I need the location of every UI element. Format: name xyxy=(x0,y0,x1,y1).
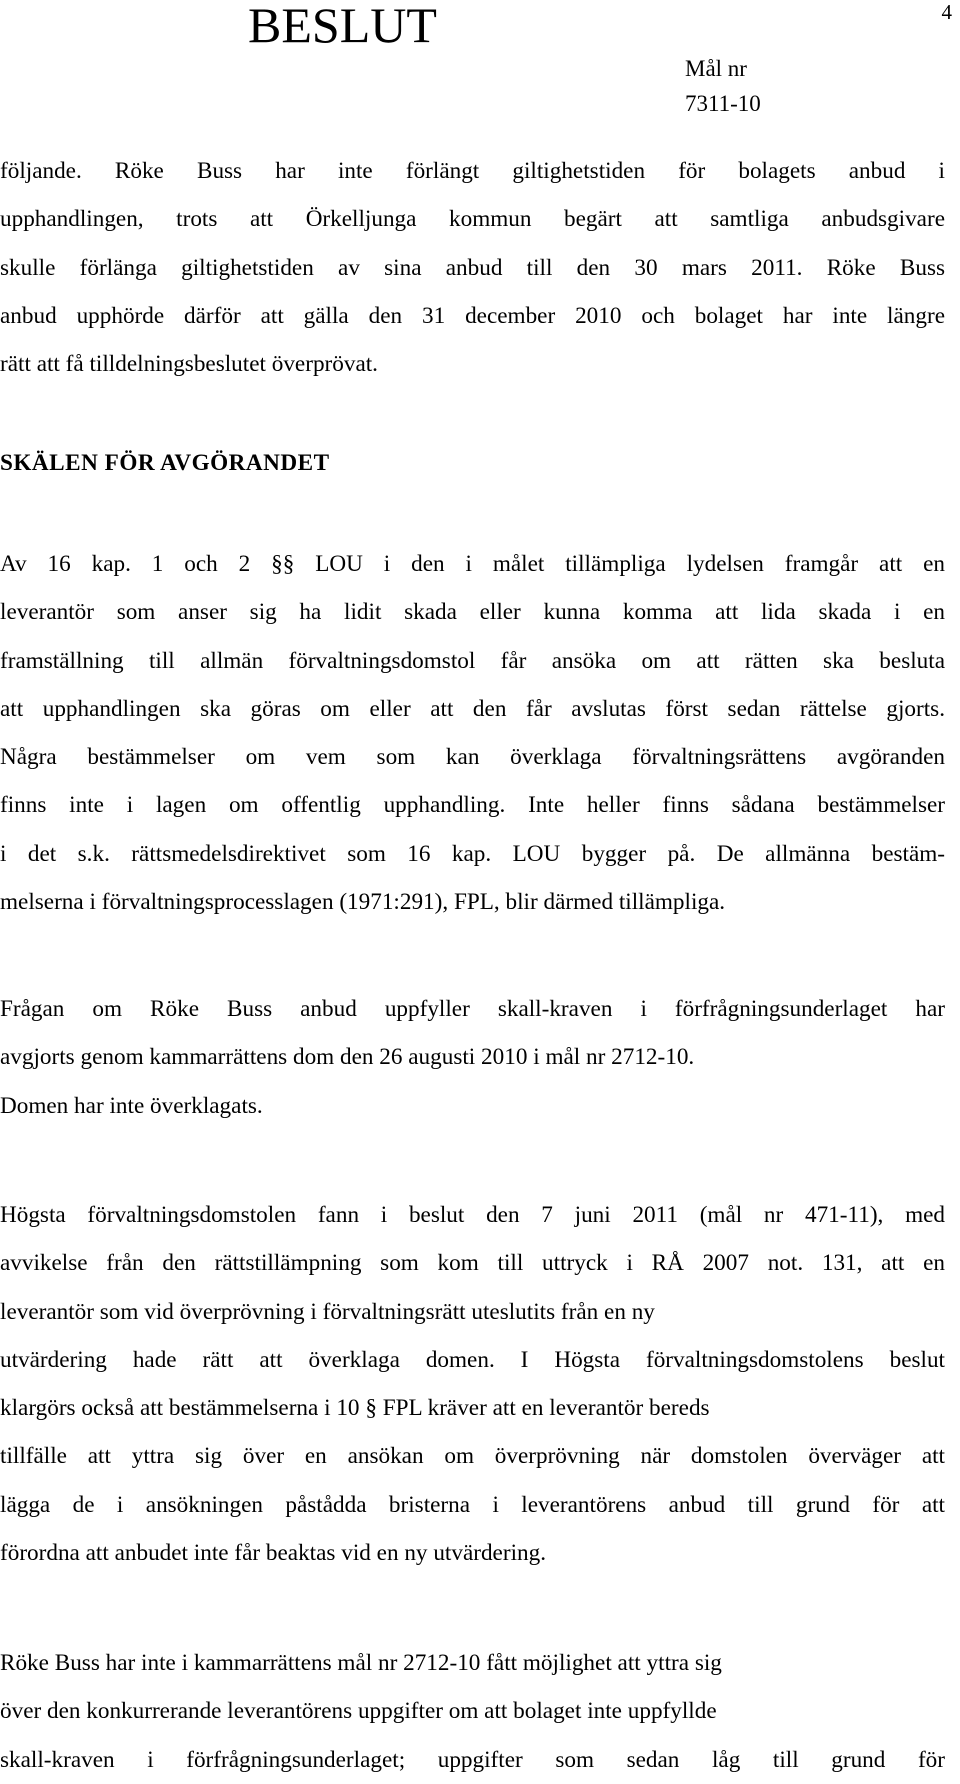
text-line: Röke Buss har inte i kammarrättens mål nr 2712-10 fått möjlighet att yttra sig xyxy=(0,1650,722,1676)
text-line: rätt att få tilldelningsbeslutet överprövat. xyxy=(0,351,378,378)
text-line: i det s.k. rättsmedelsdirektivet som 16 kap. LOU bygger på. De allmänna bestäm- xyxy=(0,840,945,867)
text-line: finns inte i lagen om offentlig upphandling. Inte heller finns sådana bestämmelser xyxy=(0,792,945,819)
text-line: avgjorts genom kammarrättens dom den 26 augusti 2010 i mål nr 2712-10. xyxy=(0,1044,695,1071)
text-line: leverantör som anser sig ha lidit skada eller kunna komma att lida skada i en xyxy=(0,599,945,626)
paragraph-continuation xyxy=(0,147,945,388)
text-line: Domen har inte överklagats. xyxy=(0,1092,263,1119)
text-line: skall-kraven i förfrågningsunderlaget; uppgifter som sedan låg till grund för xyxy=(0,1746,945,1773)
text-line: att upphandlingen ska göras om eller att den får avslutas först sedan rättelse gjorts. xyxy=(0,695,945,722)
paragraph-legal-basis xyxy=(0,540,945,926)
text-line: lägga de i ansökningen påstådda bristerna i leverantörens anbud till grund för att xyxy=(0,1491,945,1518)
section-heading: SKÄLEN FÖR AVGÖRANDET xyxy=(0,450,330,476)
text-line: Några bestämmelser om vem som kan överklaga förvaltningsrättens avgöranden xyxy=(0,744,945,771)
text-line: framställning till allmän förvaltningsdomstol får ansöka om att rätten ska besluta xyxy=(0,647,945,674)
text-line: över den konkurrerande leverantörens uppgifter om att bolaget inte uppfyllde xyxy=(0,1698,717,1725)
page-number: 4 xyxy=(941,0,952,24)
paragraph-conclusion xyxy=(0,1639,945,1784)
text-line: Högsta förvaltningsdomstolen fann i beslut den 7 juni 2011 (mål nr 471-11), med xyxy=(0,1202,945,1228)
text-line: Frågan om Röke Buss anbud uppfyller skall-kraven i förfrågningsunderlaget har xyxy=(0,996,945,1022)
paragraph-supreme-court xyxy=(0,1191,945,1577)
text-line: skulle förlänga giltighetstiden av sina anbud till den 30 mars 2011. Röke Buss xyxy=(0,254,945,281)
text-line: leverantör som vid överprövning i förvaltningsrätt uteslutits från en ny xyxy=(0,1298,655,1325)
text-line: utvärdering hade rätt att överklaga domen. I Högsta förvaltningsdomstolens beslut xyxy=(0,1346,945,1373)
text-line: anbud upphörde därför att gälla den 31 december 2010 och bolaget har inte längre xyxy=(0,302,945,329)
text-line: förordna att anbudet inte får beaktas vid en ny utvärdering. xyxy=(0,1540,546,1567)
paragraph-prior-judgment xyxy=(0,985,945,1130)
text-line: Av 16 kap. 1 och 2 §§ LOU i den i målet tillämpliga lydelsen framgår att en xyxy=(0,551,945,577)
text-line: följande. Röke Buss har inte förlängt giltighetstiden för bolagets anbud i xyxy=(0,158,945,184)
text-line: upphandlingen, trots att Örkelljunga kommun begärt att samtliga anbudsgivare xyxy=(0,206,945,233)
document-title: BESLUT xyxy=(248,0,437,53)
case-number-label: Mål nr xyxy=(685,56,747,81)
text-line: avvikelse från den rättstillämpning som kom till uttryck i RÅ 2007 not. 131, att en xyxy=(0,1250,945,1277)
text-line: melserna i förvaltningsprocesslagen (1971:291), FPL, blir därmed tillämpliga. xyxy=(0,889,726,916)
case-number: 7311-10 xyxy=(685,91,761,116)
text-line: tillfälle att yttra sig över en ansökan om överprövning när domstolen överväger att xyxy=(0,1443,945,1470)
text-line: klargörs också att bestämmelserna i 10 § FPL kräver att en leverantör bereds xyxy=(0,1395,710,1422)
